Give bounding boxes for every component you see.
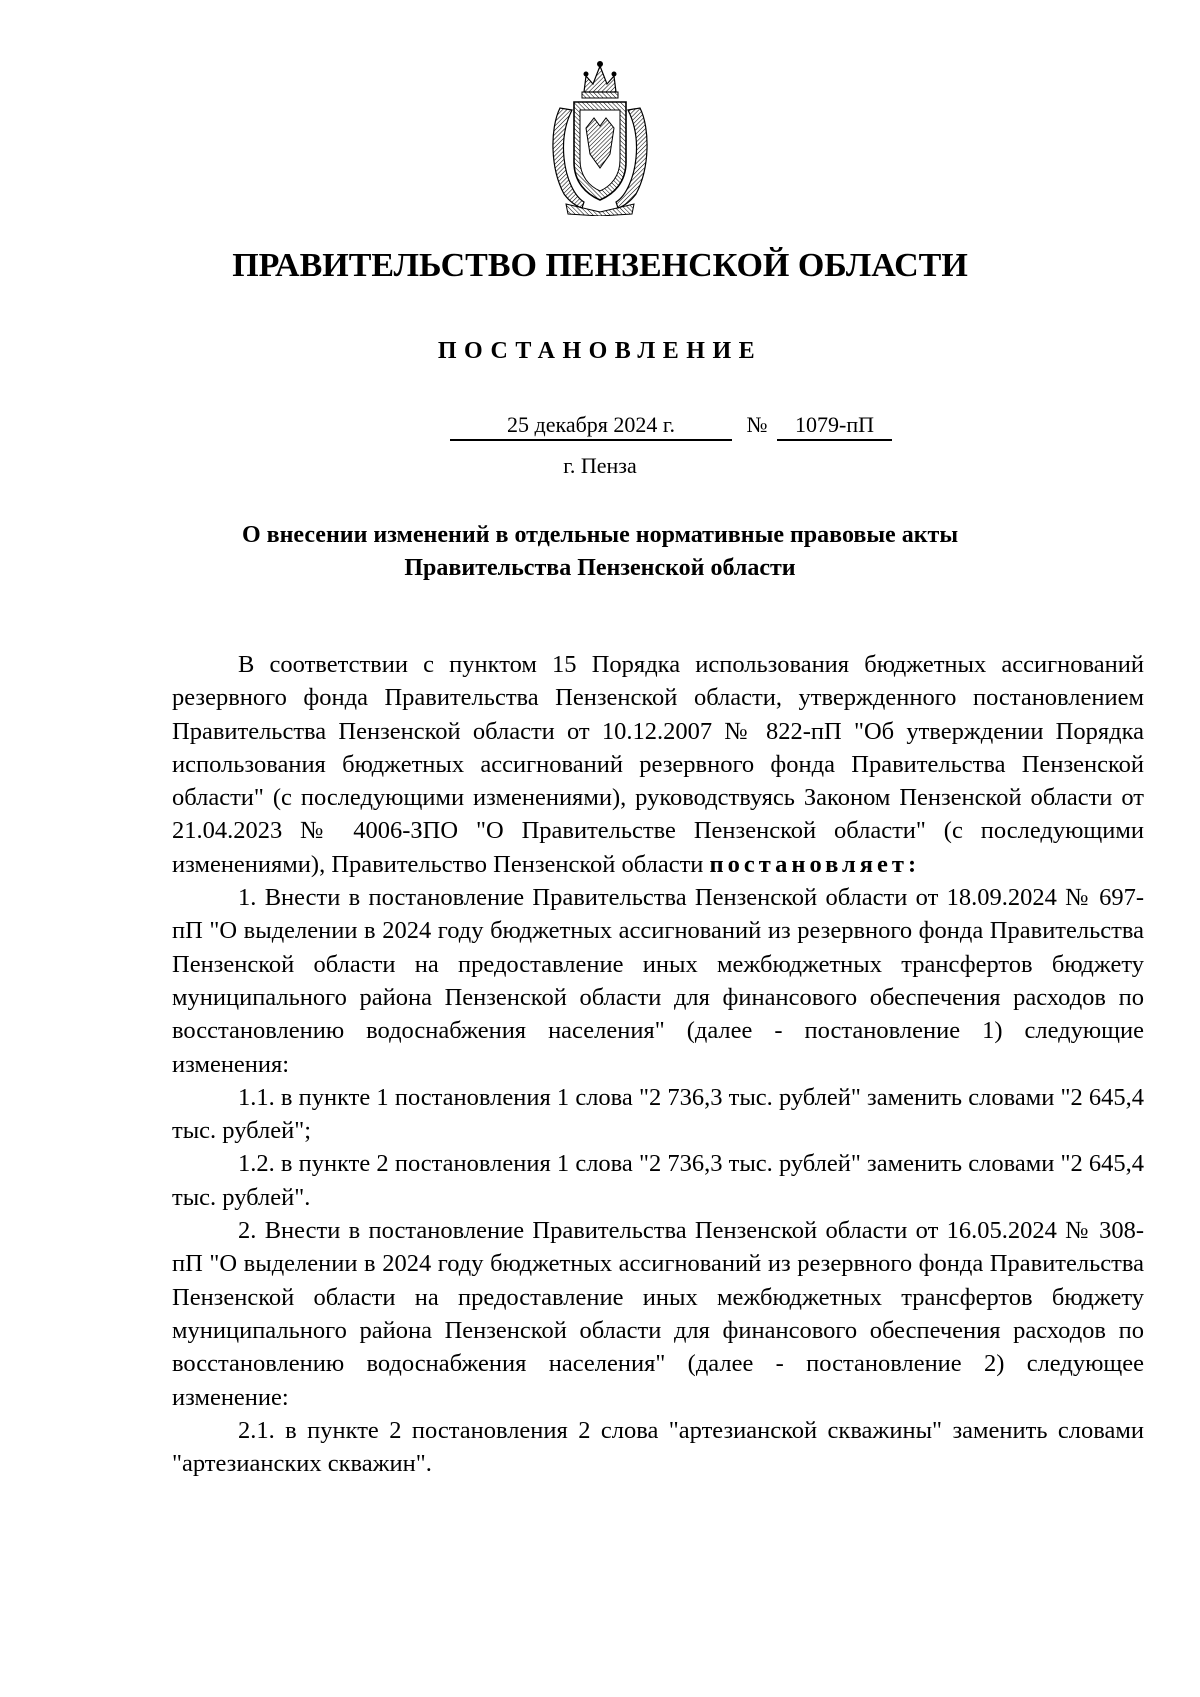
document-body xyxy=(172,648,1144,1480)
item-1-2: 1.2. в пункте 2 постановления 1 слова "2 736,3 тыс. рублей" заменить словами "2 645,4 тыс. рублей". xyxy=(172,1150,1144,1211)
document-number: 1079-пП xyxy=(777,411,892,441)
document-date: 25 декабря 2024 г. xyxy=(450,411,732,441)
date-number-line xyxy=(0,411,1200,443)
item-1-1: 1.1. в пункте 1 постановления 1 слова "2 736,3 тыс. рублей" заменить словами "2 645,4 тыс. рублей"; xyxy=(172,1083,1144,1145)
number-sign: № xyxy=(746,412,768,437)
resolves-word: постановляет: xyxy=(709,850,921,878)
subject-line-1: О внесении изменений в отдельные нормативные правовые акты xyxy=(241,522,959,548)
subject-line-2: Правительства Пензенской области xyxy=(404,555,796,581)
item-2: 2. Внести в постановление Правительства Пензенской области от 16.05.2024 № 308-пП "О выделении в 2024 году бюджетных ассигнований из резервного фонда Правительства Пензенской области на предоставление иных межбюджетных трансфертов бюджету муниципального района Пензенской области для финансового обеспечения расходов по восстановлению водоснабжения населения" (далее - постановление 2) следующее изменение: xyxy=(172,1217,1144,1411)
document-type: ПОСТАНОВЛЕНИЕ xyxy=(437,338,763,364)
document-city: г. Пенза xyxy=(563,453,637,478)
item-2-1: 2.1. в пункте 2 постановления 2 слова "артезианской скважины" заменить словами "артезианских скважин". xyxy=(172,1416,1144,1478)
item-1: 1. Внести в постановление Правительства Пензенской области от 18.09.2024 № 697-пП "О выделении в 2024 году бюджетных ассигнований из резервного фонда Правительства Пензенской области на предоставление иных межбюджетных трансфертов бюджету муниципального района Пензенской области для финансового обеспечения расходов по восстановлению водоснабжения населения" (далее - постановление 1) следующие изменения: xyxy=(172,884,1144,1078)
document-subject xyxy=(200,519,1000,585)
preamble-paragraph xyxy=(172,648,1144,881)
coat-of-arms-emblem xyxy=(546,58,654,216)
preamble-text: В соответствии с пунктом 15 Порядка использования бюджетных ассигнований резервного фонда Правительства Пензенской области, утвержденного постановлением Правительства Пензенской области от 10.12.2007 № 822-пП "Об утверждении Порядка использования бюджетных ассигнований резервного фонда Правительства Пензенской области" (с последующими изменениями), руководствуясь Законом Пензенской области от 21.04.2023 № 4006-ЗПО "О Правительстве Пензенской области" (с последующими изменениями), Правительство Пензенской области xyxy=(172,651,1144,878)
organization-title: ПРАВИТЕЛЬСТВО ПЕНЗЕНСКОЙ ОБЛАСТИ xyxy=(232,247,968,284)
